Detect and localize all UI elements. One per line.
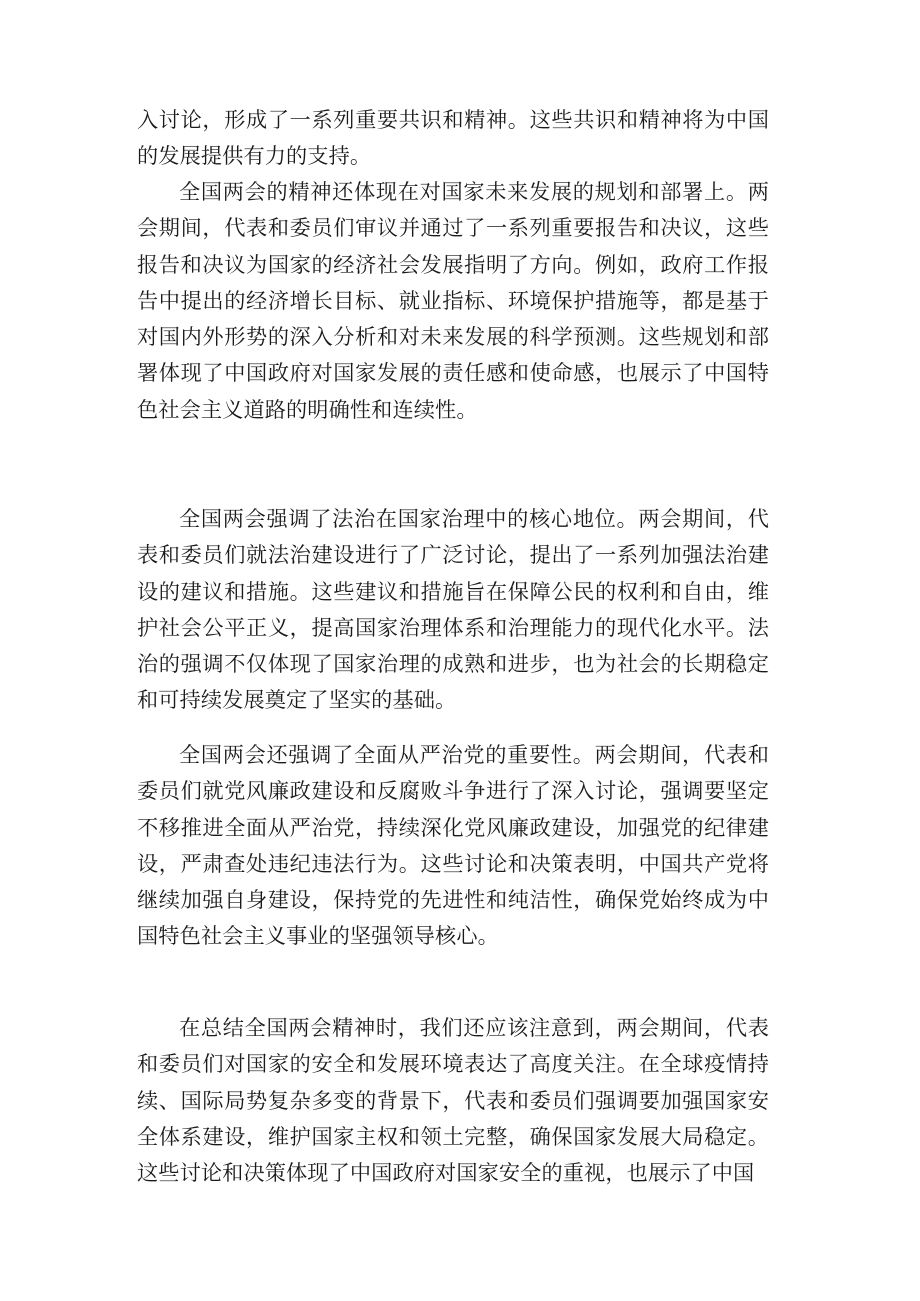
paragraph-planning [137,174,769,428]
paragraph-security [137,1010,769,1191]
paragraph-text: 全国两会强调了法治在国家治理中的核心地位。两会期间，代表和委员们就法治建设进行了广泛讨论，提出了一系列加强法治建设的建议和措施。这些建议和措施旨在保障公民的权利和自由，维护社会公平正义，提高国家治理体系和治理能力的现代化水平。法治的强调不仅体现了国家治理的成熟和进步，也为社会的长期稳定和可持续发展奠定了坚实的基础。 [137,506,769,713]
paragraph-text: 在总结全国两会精神时，我们还应该注意到，两会期间，代表和委员们对国家的安全和发展环境表达了高度关注。在全球疫情持续、国际局势复杂多变的背景下，代表和委员们强调要加强国家安全体系建设，维护国家主权和领土完整，确保国家发展大局稳定。这些讨论和决策体现了中国政府对国家安全的重视，也展示了中国 [137,1015,769,1186]
paragraph-text: 入讨论，形成了一系列重要共识和精神。这些共识和精神将为中国的发展提供有力的支持。 [137,107,769,169]
paragraph-continuation [137,102,769,175]
paragraph-text: 全国两会还强调了全面从严治党的重要性。两会期间，代表和委员们就党风廉政建设和反腐败斗争进行了深入讨论，强调要坚定不移推进全面从严治党，持续深化党风廉政建设，加强党的纪律建设，严肃查处违纪违法行为。这些讨论和决策表明，中国共产党将继续加强自身建设，保持党的先进性和纯洁性，确保党始终成为中国特色社会主义事业的坚强领导核心。 [137,742,769,949]
paragraph-rule-of-law [137,501,769,719]
paragraph-text: 全国两会的精神还体现在对国家未来发展的规划和部署上。两会期间，代表和委员们审议并通过了一系列重要报告和决议，这些报告和决议为国家的经济社会发展指明了方向。例如，政府工作报告中提出的经济增长目标、就业指标、环境保护措施等，都是基于对国内外形势的深入分析和对未来发展的科学预测。这些规划和部署体现了中国政府对国家发展的责任感和使命感，也展示了中国特色社会主义道路的明确性和连续性。 [137,179,769,422]
paragraph-party-governance [137,737,769,955]
